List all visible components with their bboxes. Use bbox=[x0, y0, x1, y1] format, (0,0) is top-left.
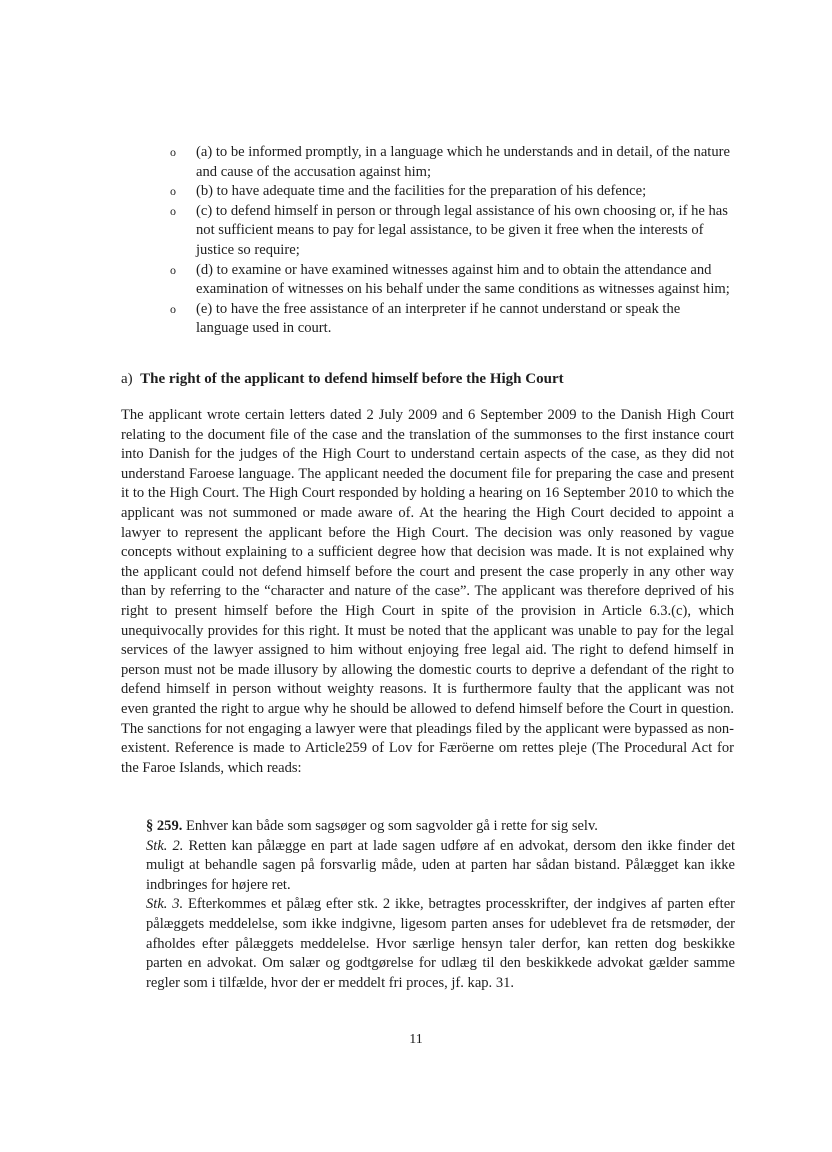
list-item-text: (c) to defend himself in person or through legal assistance of his own choosing or, if he has not sufficient means to pay for legal assistance, to be given it free when the interests of justice so require; bbox=[196, 202, 728, 258]
bullet-icon: o bbox=[170, 301, 176, 316]
section-heading bbox=[121, 369, 741, 389]
section-letter: a) bbox=[121, 371, 133, 387]
quote-paragraph-1 bbox=[146, 817, 735, 837]
list-item-text: (a) to be informed promptly, in a language which he understands and in detail, of the nature and cause of the accusation against him; bbox=[196, 144, 730, 180]
bullet-icon: o bbox=[170, 184, 176, 199]
quote-first-sentence: Enhver kan både som sagsøger og som sagvolder gå i rette for sig selv. bbox=[186, 818, 598, 834]
law-quote bbox=[146, 817, 735, 993]
stk3-text: Efterkommes et pålæg efter stk. 2 ikke, betragtes processkrifter, der indgives af parten efter pålæggets meddelelse, som ikke indgivne, ligesom parten anses for udeblevet fra de retsmøder, der afholdes efter pålæggets meddelelse. Hvor særlige hensyn taler derfor, kan retten dog beskikke parten en advokat. Om salær og godtgørelse for udlæg til den beskikkede advokat gælder samme regler som i tilfælde, hvor der er meddelt fri proces, jf. kap. 31. bbox=[146, 896, 735, 991]
stk3-label: Stk. 3. bbox=[146, 896, 184, 913]
quote-paragraph-2 bbox=[146, 837, 735, 896]
section-mark: § 259. bbox=[146, 818, 183, 834]
body-paragraph: The applicant wrote certain letters dated 2 July 2009 and 6 September 2009 to the Danish High Court relating to the document file of the case and the translation of the summonses to the first instance court into Danish for the judges of the High Court to understand certain aspects of the case, as they did not understand Faroese language. The applicant needed the document file for preparing the case and present it to the High Court. The High Court responded by holding a hearing on 16 September 2010 to which the applicant was not summoned or made aware of. At the hearing the High Court decided to appoint a lawyer to represent the applicant before the High Court. The decision was only reasoned by vague concepts without explaining to a sufficient degree how that decision was made. It is not explained why the applicant could not defend himself before the court and present the case properly in any other way than by referring to the “character and nature of the case”. The applicant was therefore deprived of his right to present himself before the High Court in spite of the provision in Article 6.3.(c), which unequivocally provides for this right. It must be noted that the applicant was unable to pay for the legal services of the lawyer assigned to him without enjoying free legal aid. The right to defend himself in person must not be made illusory by allowing the domestic courts to deprive a defendant of the right to defend himself in person without weighty reasons. It is furthermore faulty that the applicant was not even granted the right to argue why he should be allowed to defend himself before the Court in question. The sanctions for not engaging a lawyer were that pleadings filed by the applicant were bypassed as non-existent. Reference is made to Article259 of Lov for Færöerne om rettes pleje (The Procedural Act for the Faroe Islands, which reads: bbox=[121, 407, 734, 776]
list-item bbox=[170, 261, 736, 300]
list-item-text: (b) to have adequate time and the facilities for the preparation of his defence; bbox=[196, 183, 647, 200]
bullet-icon: o bbox=[170, 262, 176, 277]
list-item bbox=[170, 182, 736, 202]
section-title: The right of the applicant to defend himself before the High Court bbox=[140, 371, 564, 387]
stk2-label: Stk. 2. bbox=[146, 837, 184, 854]
rights-list bbox=[170, 143, 736, 339]
list-item bbox=[170, 300, 736, 339]
page-number: 11 bbox=[409, 1032, 423, 1047]
quote-paragraph-3 bbox=[146, 895, 735, 993]
list-item bbox=[170, 202, 736, 261]
stk2-text: Retten kan pålægge en part at lade sagen udføre af en advokat, dersom den ikke finder det muligt at behandle sagen på forsvarlig måde, uden at parten har sådan bistand. Pålægget kan ikke indbringes for højere ret. bbox=[146, 837, 735, 893]
list-item-text: (d) to examine or have examined witnesses against him and to obtain the attendance and examination of witnesses on his behalf under the same conditions as witnesses against him; bbox=[196, 261, 730, 298]
list-item-text: (e) to have the free assistance of an interpreter if he cannot understand or speak the language used in court. bbox=[196, 300, 681, 337]
bullet-icon: o bbox=[170, 203, 176, 218]
bullet-icon: o bbox=[170, 145, 176, 159]
list-item bbox=[170, 143, 736, 182]
